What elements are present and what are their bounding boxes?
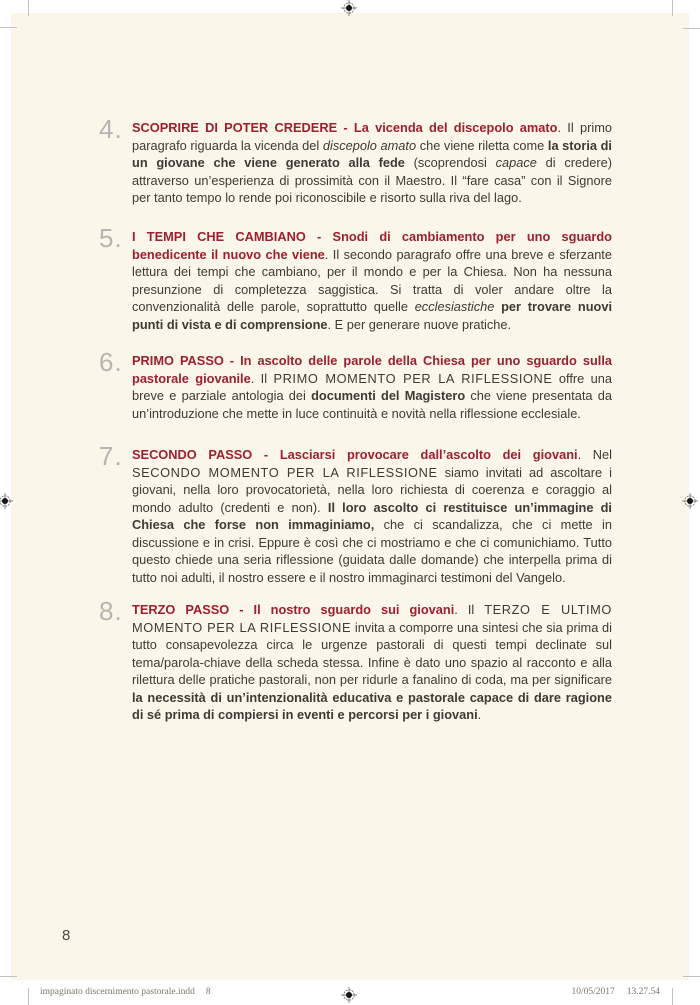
section-text: SECONDO PASSO - Lasciarsi provocare dall’ascolto dei giovani. Nel SECONDO MOMENTO PER LA RIFLESSIONE siamo invitati ad ascoltare i giovani, nella loro provocatorietà, nella loro richiesta di coerenza e coraggio al mondo adulto (credenti e non). Il loro ascolto ci restituisce un’immagine di Chiesa che forse non immaginiamo, che ci scandalizza, che ci mette in discussione e in crisi. Eppure è così che ci mostriamo e che ci comunichiamo. Tutto questo chiede una seria riflessione (guidata dalle domande) che interpella prima di tutto noi adulti, il nostro essere e il nostro immaginarci testimoni del Vangelo. bbox=[132, 447, 613, 585]
crop-mark-bottom-right-vertical bbox=[672, 988, 673, 1005]
section-number: 7. bbox=[99, 441, 123, 471]
section-text: TERZO PASSO - Il nostro sguardo sui giovani. Il TERZO E ULTIMO MOMENTO PER LA RIFLESSIONE invita a comporre una sintesi che sia prima di tutto consapevolezza circa le urgenze pastorali di questi tempi declinate sul tema/parola-chiave della scheda stessa. Infine è dato uno spazio al racconto e alla rilettura delle pratiche pastorali, non per ridurle a fanalino di coda, ma per significare la necessità di un’intenzionalità educativa e pastorale capace di dare ragione di sé prima di compiersi in eventi e percorsi per i giovani. bbox=[132, 602, 612, 722]
section-5 bbox=[99, 223, 613, 333]
section-7 bbox=[99, 441, 613, 586]
slug-page-ref: 8 bbox=[205, 987, 211, 997]
section-6 bbox=[99, 347, 612, 422]
registration-mark-top bbox=[341, 0, 357, 16]
section-number: 8. bbox=[99, 596, 123, 626]
section-number: 5. bbox=[99, 223, 123, 253]
registration-mark-left bbox=[0, 493, 13, 509]
crop-mark-top-left-horizontal bbox=[0, 27, 17, 28]
section-number: 6. bbox=[99, 347, 123, 377]
section-text: I TEMPI CHE CAMBIANO - Snodi di cambiamento per uno sguardo benedicente il nuovo che viene. Il secondo paragrafo offre una breve e sferzante lettura dei tempi che cambiano, per il mondo e per la Chiesa. Non ha nessuna presunzione di completezza saggistica. Si tratta di voler andare oltre la convenzionalità delle parole, soprattutto quelle ecclesiastiche per trovare nuovi punti di vista e di comprensione. E per generare nuove pratiche. bbox=[132, 229, 613, 332]
page-number: 8 bbox=[62, 927, 71, 944]
crop-mark-bottom-left-horizontal bbox=[0, 976, 17, 977]
slug-line bbox=[40, 987, 211, 997]
crop-mark-top-right-horizontal bbox=[683, 28, 700, 29]
slug-timestamp bbox=[571, 987, 660, 997]
section-8 bbox=[99, 596, 612, 724]
section-text: SCOPRIRE DI POTER CREDERE - La vicenda del discepolo amato. Il primo paragrafo riguarda la vicenda del discepolo amato che viene riletta come la storia di un giovane che viene generato alla fede (scoprendosi capace di credere) attraverso un’esperienza di prossimità con il Maestro. Il “fare casa” con il Signore per tanto tempo lo rende poi riconoscibile e risorto sulla riva del lago. bbox=[132, 120, 612, 205]
crop-mark-bottom-right-horizontal bbox=[683, 976, 700, 977]
section-number: 4. bbox=[99, 114, 123, 144]
crop-mark-top-left-vertical bbox=[28, 0, 29, 16]
registration-mark-bottom bbox=[341, 987, 357, 1003]
crop-mark-top-right-vertical bbox=[672, 0, 673, 16]
slug-time: 13.27.54 bbox=[626, 987, 660, 997]
slug-document-name: impaginato discernimento pastorale.indd bbox=[40, 987, 195, 997]
registration-mark-right bbox=[682, 493, 698, 509]
slug-date: 10/05/2017 bbox=[571, 987, 615, 997]
crop-mark-bottom-left-vertical bbox=[28, 988, 29, 1005]
section-text: PRIMO PASSO - In ascolto delle parole della Chiesa per uno sguardo sulla pastorale giovanile. Il PRIMO MOMENTO PER LA RIFLESSIONE offre una breve e parziale antologia dei documenti del Magistero che viene presentata da un’introduzione che mette in luce continuità e novità nella riflessione ecclesiale. bbox=[132, 353, 612, 421]
section-4 bbox=[99, 114, 612, 207]
